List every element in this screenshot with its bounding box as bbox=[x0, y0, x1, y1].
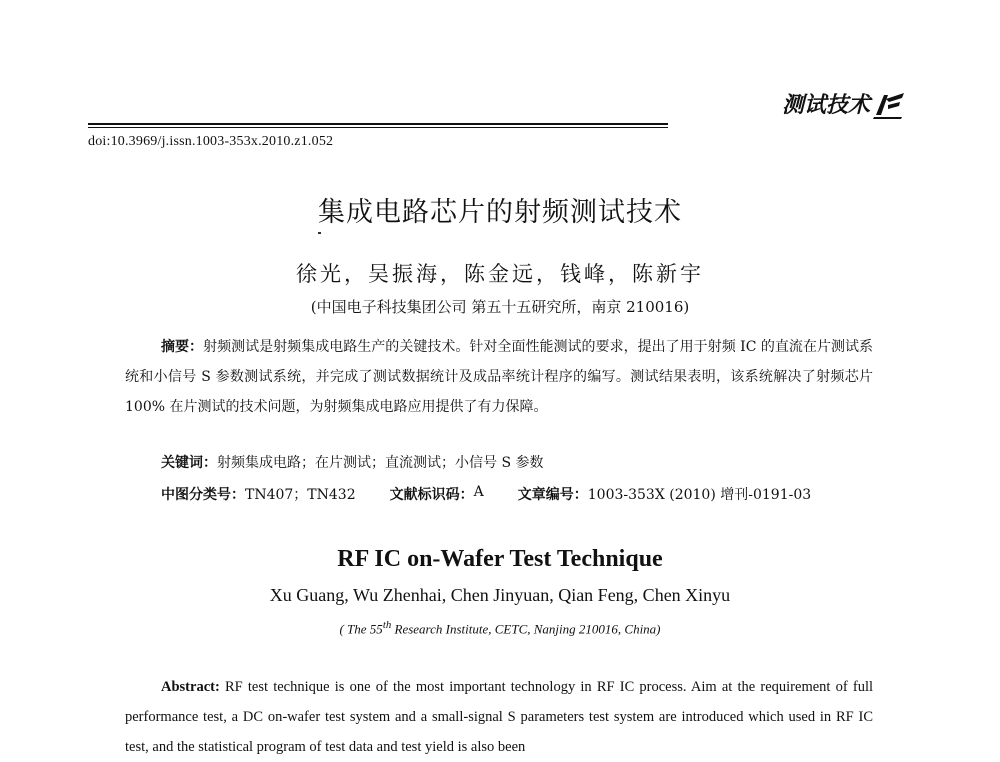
doi: doi:10.3969/j.issn.1003-353x.2010.z1.052 bbox=[88, 134, 334, 149]
stray-mark bbox=[318, 232, 321, 234]
english-abstract-label: Abstract: bbox=[161, 679, 220, 695]
chinese-title: 集成电路芯片的射频测试技术 bbox=[318, 197, 682, 228]
keywords-value: 射频集成电路；在片测试；直流测试；小信号 S 参数 bbox=[217, 455, 544, 471]
article-label: 文章编号： bbox=[517, 487, 588, 503]
header-rule-thin bbox=[88, 127, 668, 128]
chinese-abstract-label: 摘要： bbox=[161, 339, 204, 355]
doccode-value: A bbox=[473, 484, 484, 500]
class-value: TN407；TN432 bbox=[245, 487, 356, 503]
chinese-authors: 徐光，吴振海，陈金远，钱峰，陈新宇 bbox=[296, 262, 704, 286]
chinese-keywords bbox=[161, 452, 544, 472]
class-label: 中图分类号： bbox=[161, 487, 245, 503]
english-affiliation bbox=[0, 619, 1000, 637]
classification-line bbox=[161, 484, 811, 504]
doccode-label: 文献标识码： bbox=[389, 487, 474, 503]
column-label-text: 测试技术 bbox=[781, 92, 870, 118]
column-logo-icon bbox=[872, 89, 906, 119]
english-authors: Xu Guang, Wu Zhenhai, Chen Jinyuan, Qian Feng, Chen Xinyu bbox=[269, 585, 731, 605]
article-value: 1003-353X (2010) 增刊-0191-03 bbox=[587, 487, 812, 503]
chinese-affiliation: (中国电子科技集团公司 第五十五研究所，南京 210016) bbox=[310, 298, 690, 316]
header-rule bbox=[88, 123, 668, 125]
chinese-abstract bbox=[125, 332, 873, 422]
keywords-label: 关键词： bbox=[161, 455, 217, 471]
chinese-abstract-text: 射频测试是射频集成电路生产的关键技术。针对全面性能测试的要求，提出了用于射频 IC 的直流在片测试系统和小信号 S 参数测试系统，并完成了测试数据统计及成品率统计程序的编写。测试结果表明，该系统解决了射频芯片 100% 在片测试的技术问题，为射频集成电路应用提供了有力保障。 bbox=[125, 339, 874, 415]
english-title: RF IC on-Wafer Test Technique bbox=[337, 546, 663, 572]
english-affiliation-pre: ( The 55 bbox=[339, 621, 383, 637]
english-abstract bbox=[125, 672, 873, 762]
column-label bbox=[782, 88, 906, 119]
english-abstract-text: RF test technique is one of the most important technology in RF IC process. Aim at the requirement of full performance test, a DC on-wafer test system and a small-signal S parameters test system are introduced which used in RF IC test, and the statistical program of test data and test yield is also been bbox=[125, 679, 873, 755]
english-affiliation-post: Research Institute, CETC, Nanjing 210016, China) bbox=[391, 621, 661, 637]
english-affiliation-sup: th bbox=[382, 619, 392, 631]
